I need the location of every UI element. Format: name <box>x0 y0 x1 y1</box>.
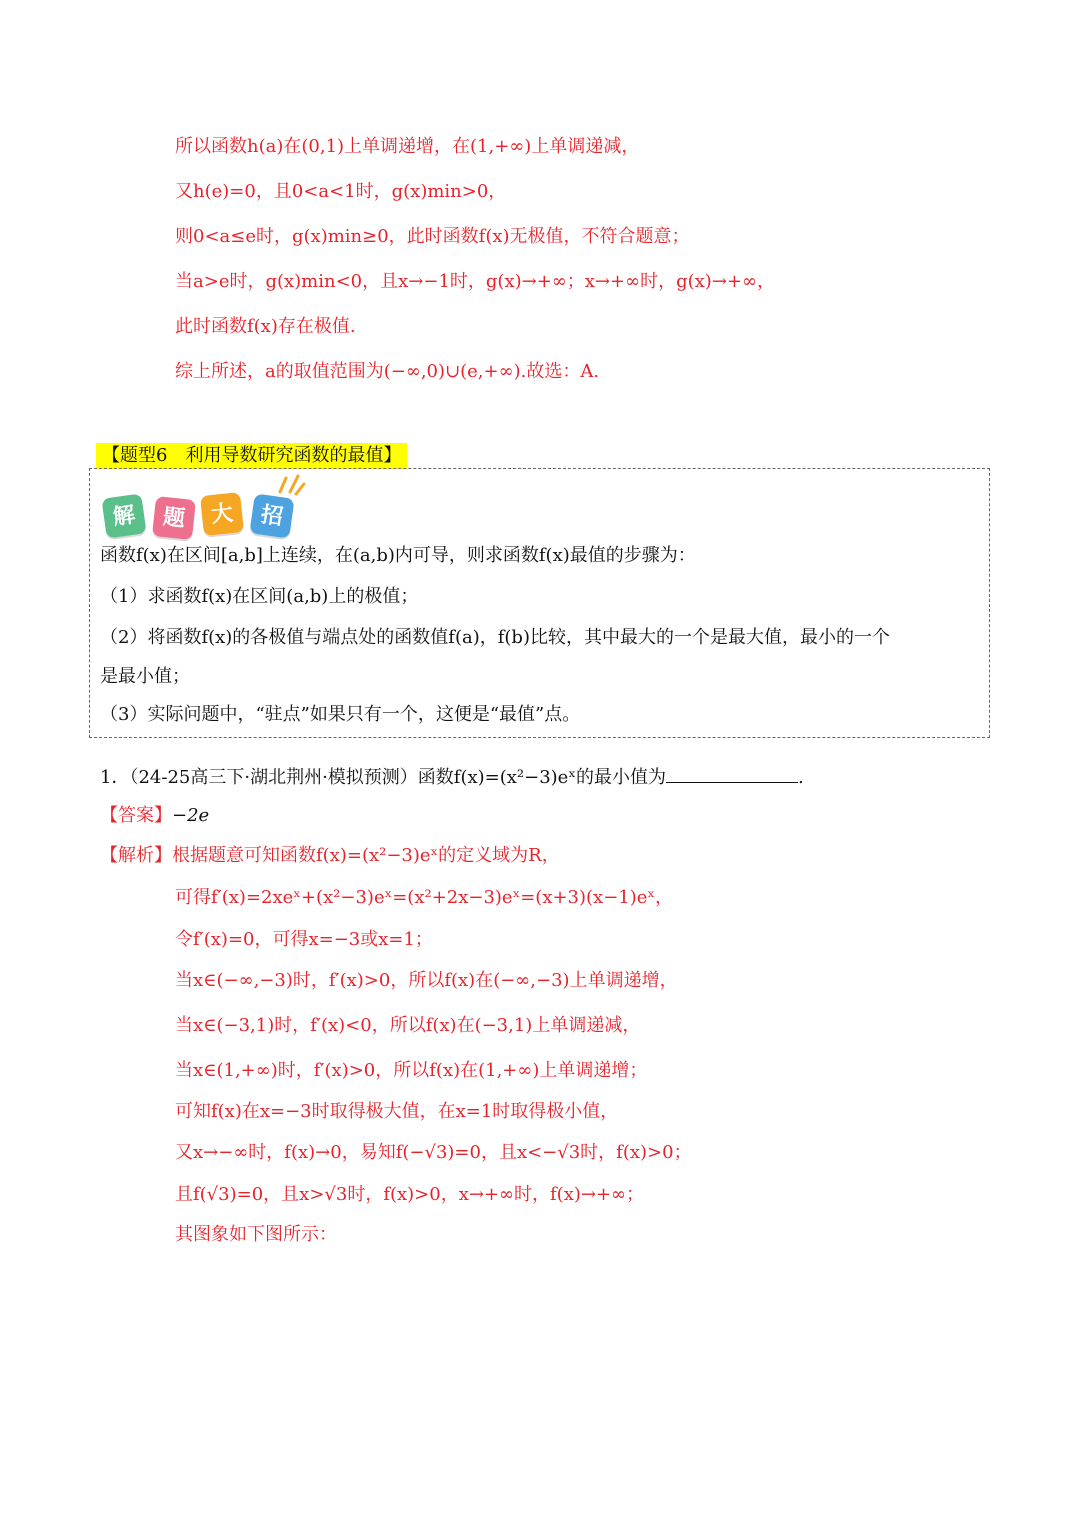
badge-char-3: 大 <box>200 492 244 536</box>
answer-label: 【答案】 <box>100 805 172 826</box>
question-1 <box>100 764 804 791</box>
answer-value: −2e <box>172 805 210 826</box>
analysis-line-8: 又x→−∞时，f(x)→0，易知f(−√3)=0，且x<−√3时，f(x)>0； <box>175 1142 692 1163</box>
question-tail: . <box>797 767 804 788</box>
answer-line <box>100 803 209 829</box>
proof-line-1: 所以函数h(a)在(0,1)上单调递增，在(1,+∞)上单调递减， <box>175 136 640 157</box>
proof-line-3: 则0<a≤e时，g(x)min≥0，此时函数f(x)无极值，不符合题意； <box>175 226 690 247</box>
tips-step-2-cont: 是最小值； <box>100 666 190 687</box>
analysis-line-3: 令f′(x)=0，可得x=−3或x=1； <box>175 929 433 950</box>
proof-line-2: 又h(e)=0，且0<a<1时，g(x)min>0， <box>175 181 507 202</box>
analysis-line-9: 且f(√3)=0，且x>√3时，f(x)>0，x→+∞时，f(x)→+∞； <box>175 1184 645 1205</box>
analysis-text-1: 根据题意可知函数f(x)=(x²−3)eˣ的定义域为R， <box>172 845 560 866</box>
analysis-line-1 <box>100 843 560 869</box>
proof-line-5: 此时函数f(x)存在极值. <box>175 316 356 337</box>
tips-step-2: （2）将函数f(x)的各极值与端点处的函数值f(a)，f(b)比较，其中最大的一个是最大值，最小的一个 <box>100 627 890 648</box>
analysis-line-4: 当x∈(−∞,−3)时，f′(x)>0，所以f(x)在(−∞,−3)上单调递增， <box>175 970 678 991</box>
proof-line-6: 综上所述，a的取值范围为(−∞,0)∪(e,+∞).故选：A. <box>175 361 600 382</box>
analysis-label: 【解析】 <box>100 845 172 866</box>
badge-char-2: 题 <box>152 496 196 540</box>
analysis-line-6: 当x∈(1,+∞)时，f′(x)>0，所以f(x)在(1,+∞)上单调递增； <box>175 1060 648 1081</box>
analysis-line-2: 可得f′(x)=2xeˣ+(x²−3)eˣ=(x²+2x−3)eˣ=(x+3)(x−1)eˣ， <box>175 887 674 908</box>
sparkle-icon <box>276 472 306 496</box>
question-text: 1．（24-25高三下·湖北荆州·模拟预测）函数f(x)=(x²−3)eˣ的最小值为 <box>100 767 666 788</box>
answer-blank <box>666 764 798 783</box>
analysis-line-7: 可知f(x)在x=−3时取得极大值，在x=1时取得极小值， <box>175 1101 619 1122</box>
tips-step-3: （3）实际问题中，“驻点”如果只有一个，这便是“最值”点。 <box>100 704 581 725</box>
tips-step-1: （1）求函数f(x)在区间(a,b)上的极值； <box>100 586 419 607</box>
analysis-line-5: 当x∈(−3,1)时，f′(x)<0，所以f(x)在(−3,1)上单调递减， <box>175 1015 641 1036</box>
badge-char-1: 解 <box>101 493 146 538</box>
tips-intro: 函数f(x)在区间[a,b]上连续，在(a,b)内可导，则求函数f(x)最值的步骤为： <box>100 545 696 566</box>
badge-char-4: 招 <box>249 493 294 538</box>
analysis-line-10: 其图象如下图所示： <box>175 1224 337 1245</box>
proof-line-4: 当a>e时，g(x)min<0，且x→−1时，g(x)→+∞；x→+∞时，g(x)→+∞， <box>175 271 775 292</box>
section-heading: 【题型6 利用导数研究函数的最值】 <box>96 443 407 469</box>
